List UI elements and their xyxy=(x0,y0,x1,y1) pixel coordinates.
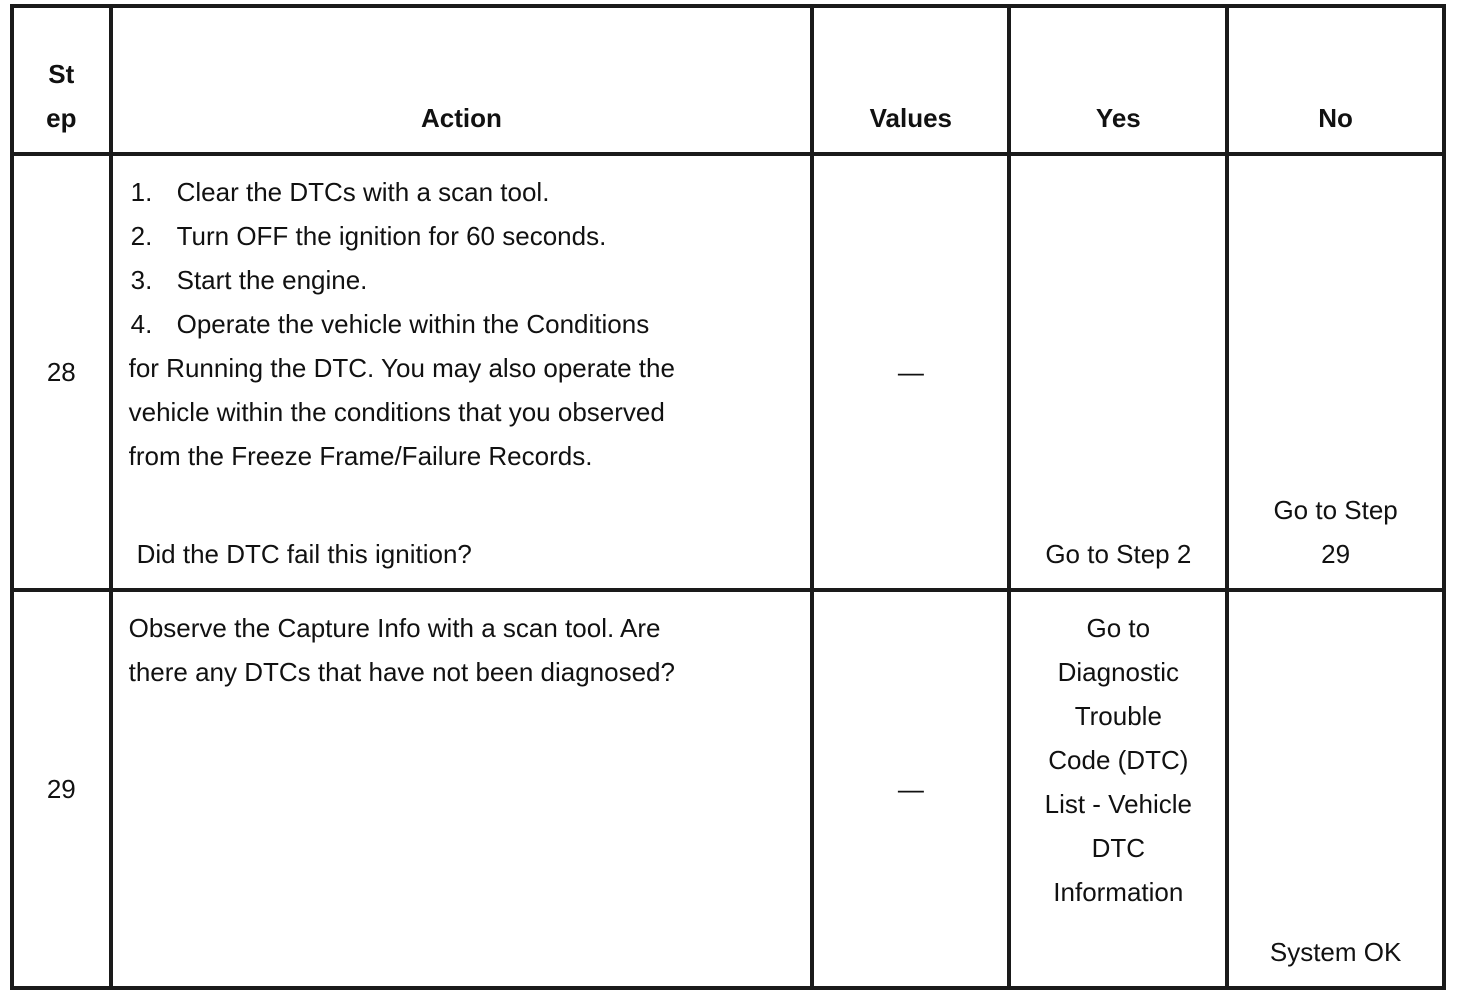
header-no: No xyxy=(1227,6,1444,154)
action-line: Observe the Capture Info with a scan tool. Are xyxy=(128,613,661,643)
no-line: Go to Step xyxy=(1273,495,1398,525)
values-cell xyxy=(812,590,1009,988)
header-action: Action xyxy=(111,6,813,154)
yes-line: Code (DTC) xyxy=(1048,745,1189,775)
action-steps-list xyxy=(129,170,801,346)
header-step xyxy=(12,6,111,154)
list-item-number: 1. xyxy=(130,177,153,207)
action-question: Did the DTC fail this ignition? xyxy=(136,539,472,569)
no-line: 29 xyxy=(1321,539,1351,569)
step-number: 28 xyxy=(12,154,111,590)
action-continuation-line: vehicle within the conditions that you observed xyxy=(128,397,665,427)
list-item xyxy=(129,214,801,258)
action-cell xyxy=(111,154,813,590)
yes-line: Diagnostic xyxy=(1057,657,1180,687)
values-cell xyxy=(812,154,1009,590)
list-item-text: Turn OFF the ignition for 60 seconds. xyxy=(176,221,607,251)
action-cell xyxy=(111,590,813,988)
list-item-number: 2. xyxy=(130,221,153,251)
list-item xyxy=(129,170,801,214)
action-line: there any DTCs that have not been diagnosed? xyxy=(128,657,675,687)
list-item-text: Start the engine. xyxy=(176,265,368,295)
yes-lines xyxy=(1011,606,1225,914)
list-item-number: 4. xyxy=(130,309,153,339)
header-row xyxy=(12,6,1444,154)
table-row xyxy=(12,590,1444,988)
diagnostic-table xyxy=(10,4,1446,990)
no-cell: System OK xyxy=(1227,590,1444,988)
action-continuation-line: for Running the DTC. You may also operate the xyxy=(128,353,675,383)
list-item xyxy=(129,258,801,302)
yes-line: Go to xyxy=(1086,613,1151,643)
yes-line: List - Vehicle xyxy=(1044,789,1193,819)
list-item xyxy=(129,302,801,346)
yes-cell xyxy=(1009,590,1227,988)
yes-line: Trouble xyxy=(1074,701,1162,731)
yes-line: DTC xyxy=(1091,833,1146,863)
header-yes: Yes xyxy=(1009,6,1227,154)
action-continuation-line: from the Freeze Frame/Failure Records. xyxy=(128,441,593,471)
list-item-number: 3. xyxy=(130,265,153,295)
yes-line: Information xyxy=(1053,877,1184,907)
header-step-line1: St xyxy=(48,59,75,89)
header-step-line2: ep xyxy=(46,103,77,133)
step-number: 29 xyxy=(12,590,111,988)
no-cell xyxy=(1227,154,1444,590)
table-row xyxy=(12,154,1444,590)
list-item-text: Clear the DTCs with a scan tool. xyxy=(176,177,550,207)
header-values: Values xyxy=(812,6,1009,154)
list-item-text: Operate the vehicle within the Conditions xyxy=(176,309,650,339)
yes-cell: Go to Step 2 xyxy=(1009,154,1227,590)
values-dash: — xyxy=(897,774,924,804)
values-dash: — xyxy=(897,357,924,387)
